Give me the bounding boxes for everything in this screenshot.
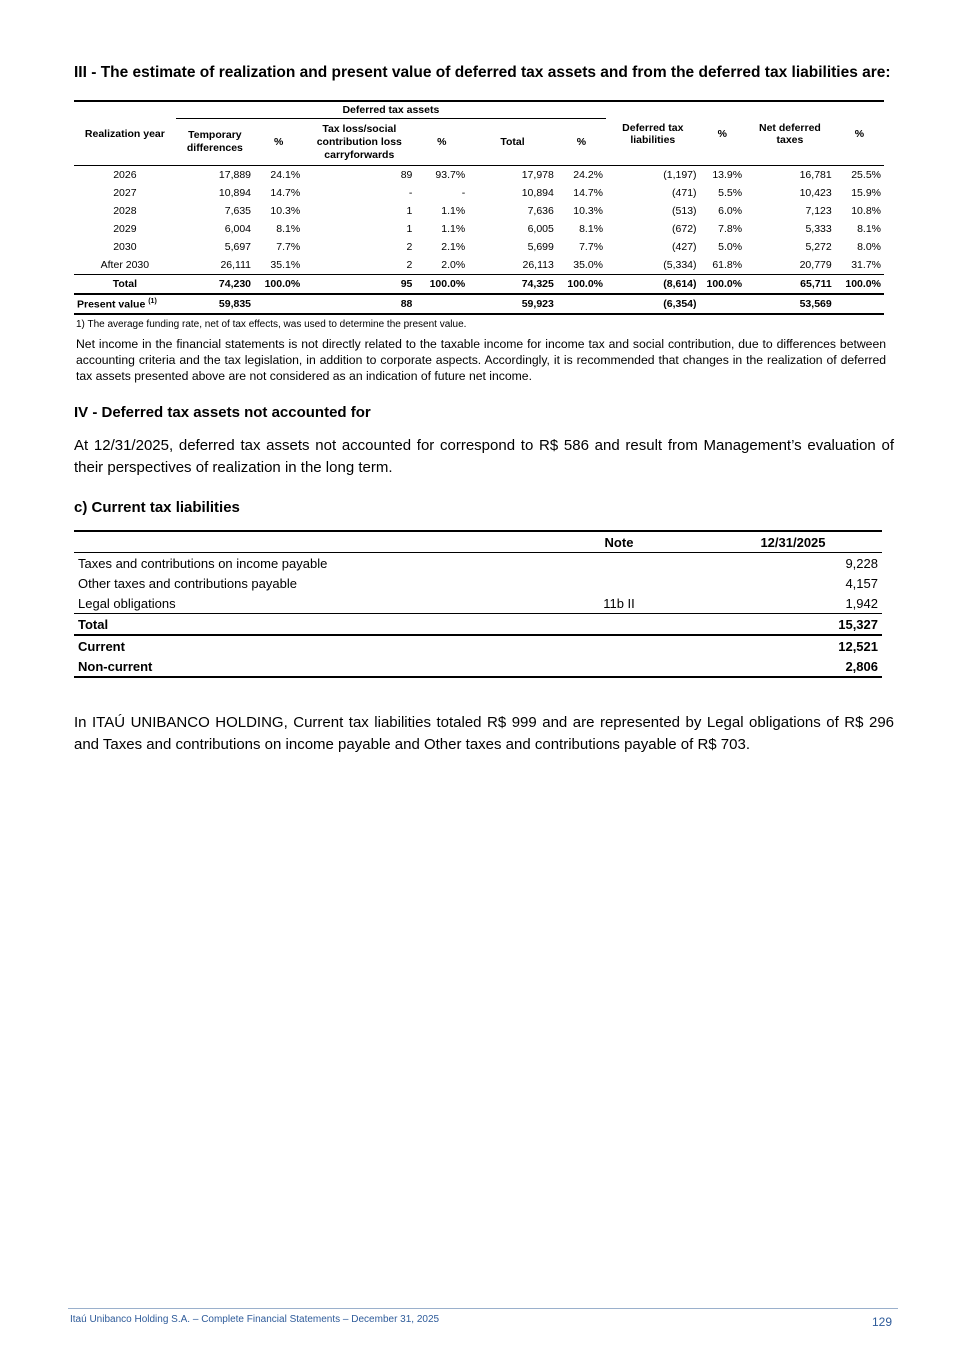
heading-iii: III - The estimate of realization and present value of deferred tax assets and from the deferred tax liabilities are:	[74, 64, 891, 81]
col-total: Total	[468, 119, 557, 166]
col-liab-pct: %	[700, 101, 746, 166]
current-tax-rows	[74, 553, 882, 614]
footer-text: Itaú Unibanco Holding S.A. – Complete Financial Statements – December 31, 2025	[70, 1314, 440, 1325]
table-row: 2026 17,889 24.1% 89 93.7% 17,978 24.2% (1,197) 13.9% 16,781 25.5%	[113, 169, 881, 181]
col-temporary: Temporary differences	[176, 119, 254, 166]
col-total-pct: %	[557, 119, 606, 166]
col-net-pct: %	[835, 101, 884, 166]
ct-total-row: Total 15,327	[74, 614, 882, 636]
footer-divider	[68, 1308, 898, 1309]
footnote: 1) The average funding rate, net of tax effects, was used to determine the present value.	[76, 319, 467, 330]
heading-current-tax: c) Current tax liabilities	[74, 499, 240, 516]
table-row: Legal obligations 11b II 1,942	[78, 595, 878, 611]
table-row: Taxes and contributions on income payable 9,228	[78, 555, 878, 571]
total-row: Total 74,230 100.0% 95 100.0% 74,325 100.0% (8,614) 100.0% 65,711 100.0%	[74, 275, 884, 295]
deferred-tax-table	[74, 100, 884, 315]
holding-paragraph: In ITAÚ UNIBANCO HOLDING, Current tax liabilities totaled R$ 999 and are represented by Legal obligations of R$ 296 and Taxes and contributions on income payable and Other taxes and contributions payable of R$ 703.	[74, 714, 894, 753]
present-value-row: Present value $^{(1)}$ 59,835 88 59,923 (6,354) 53,569	[74, 294, 884, 314]
col-realization-year: Realization year	[74, 101, 176, 166]
table-row: Other taxes and contributions payable 4,157	[78, 575, 878, 591]
table-row: 2028 7,635 10.3% 1 1.1% 7,636 10.3% (513) 6.0% 7,123 10.8%	[113, 205, 881, 217]
col-group-deferred-assets: Deferred tax assets	[176, 101, 606, 119]
col-net-deferred: Net deferred taxes	[745, 101, 835, 166]
ct-current-row: Current 12,521	[78, 638, 878, 654]
table-row: 2027 10,894 14.7% - - 10,894 14.7% (471) 5.5% 10,423 15.9%	[113, 187, 881, 199]
table-row: After 2030 26,111 35.1% 2 2.0% 26,113 35.0% (5,334) 61.8% 20,779 31.7%	[100, 259, 881, 271]
col-taxloss: Tax loss/social contribution loss carryforwards	[303, 119, 415, 166]
ct-header-row	[74, 531, 882, 553]
heading-iv: IV - Deferred tax assets not accounted for	[74, 404, 371, 421]
table-row: 2030 5,697 7.7% 2 2.1% 5,699 7.7% (427) 5.0% 5,272 8.0%	[113, 241, 881, 253]
current-tax-table	[74, 530, 882, 678]
col-loss-pct: %	[415, 119, 468, 166]
col-deferred-liabilities: Deferred tax liabilities	[606, 101, 700, 166]
table-row: 2029 6,004 8.1% 1 1.1% 6,005 8.1% (672) 7.8% 5,333 8.1%	[113, 223, 881, 235]
page-content	[74, 62, 894, 756]
table-header-row	[74, 101, 884, 119]
ct-noncurrent-row: Non-current 2,806	[74, 656, 882, 677]
net-income-paragraph: Net income in the financial statements is not directly related to the taxable income for income tax and social contribution, due to differences between accounting criteria and the tax legislation, in addition to corporate aspects. Accordingly, it is recommended that changes in the realization of deferred tax assets presented above are not considered as an indication of future net income.	[76, 337, 886, 383]
col-temp-pct: %	[254, 119, 303, 166]
col-note: Note	[570, 531, 668, 553]
page-number: 129	[872, 1315, 893, 1329]
col-date: 12/31/2025	[668, 531, 882, 553]
deferred-not-accounted-paragraph: At 12/31/2025, deferred tax assets not accounted for correspond to R$ 586 and result from Management’s evaluation of their perspectives of realization in the long term.	[74, 437, 894, 476]
deferred-tax-rows	[74, 166, 884, 275]
